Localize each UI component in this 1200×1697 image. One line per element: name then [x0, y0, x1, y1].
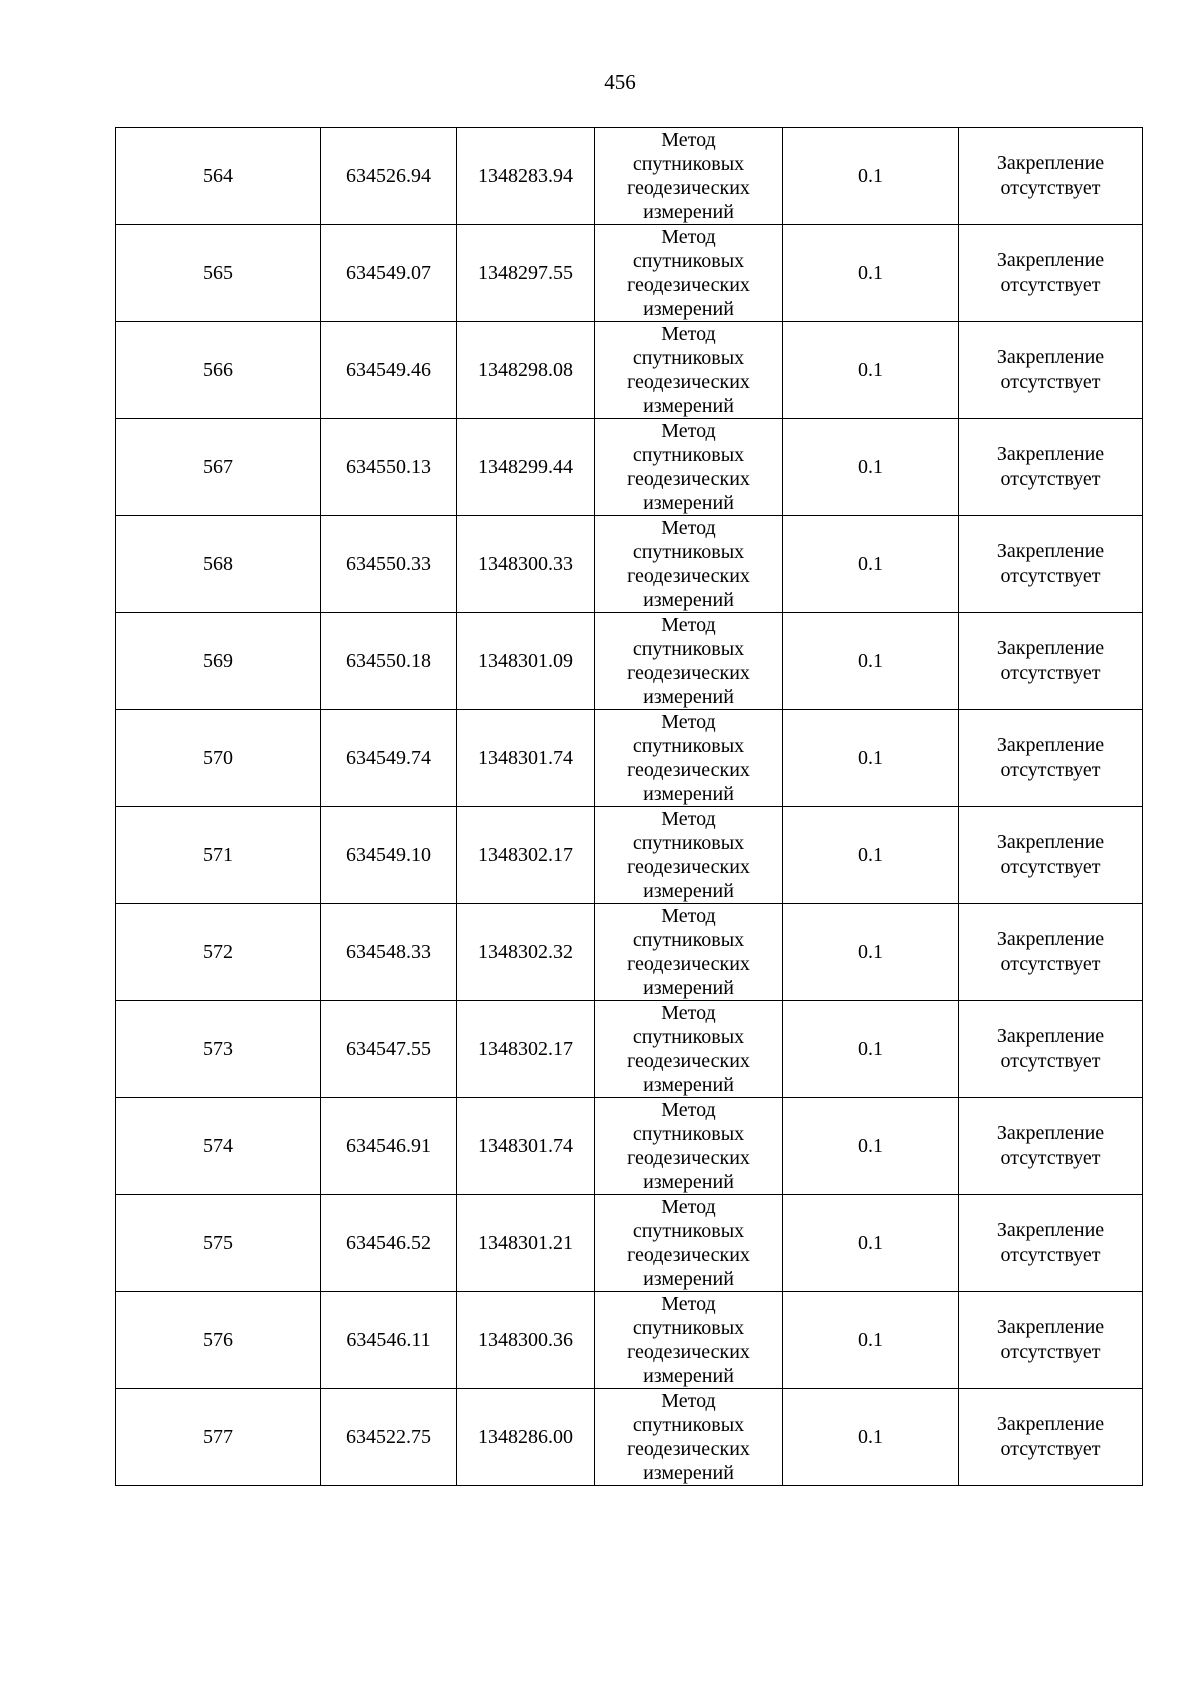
method-line: спутниковых: [632, 1026, 745, 1048]
y-coordinate-cell: 1348302.32: [457, 904, 595, 1001]
point-number-cell: 572: [116, 904, 321, 1001]
x-coordinate-cell: 634546.11: [321, 1292, 457, 1389]
method-line: измерений: [643, 492, 734, 514]
method-cell: [595, 1389, 783, 1486]
method-line: измерений: [643, 1171, 734, 1193]
method-cell: [595, 1292, 783, 1389]
method-cell: [595, 904, 783, 1001]
point-number-cell: 566: [116, 322, 321, 419]
method-line: Метод: [661, 1390, 716, 1412]
point-number-cell: 567: [116, 419, 321, 516]
accuracy-cell: 0.1: [783, 419, 959, 516]
method-cell: [595, 419, 783, 516]
method-line: спутниковых: [632, 638, 745, 660]
method-line: спутниковых: [632, 153, 745, 175]
fixing-cell: [959, 1195, 1143, 1292]
method-line: измерений: [643, 686, 734, 708]
method-line: Метод: [661, 808, 716, 830]
method-line: Метод: [661, 905, 716, 927]
method-line: измерений: [643, 783, 734, 805]
point-number-cell: 564: [116, 128, 321, 225]
accuracy-cell: 0.1: [783, 225, 959, 322]
fixing-line: Закрепление: [996, 1413, 1105, 1435]
x-coordinate-cell: 634550.18: [321, 613, 457, 710]
y-coordinate-cell: 1348301.09: [457, 613, 595, 710]
fixing-line: отсутствует: [1000, 759, 1101, 781]
method-cell: [595, 128, 783, 225]
y-coordinate-cell: 1348283.94: [457, 128, 595, 225]
method-line: измерений: [643, 395, 734, 417]
x-coordinate-cell: 634549.46: [321, 322, 457, 419]
method-line: геодезических: [627, 371, 750, 393]
fixing-line: Закрепление: [996, 1316, 1105, 1338]
fixing-line: Закрепление: [996, 1219, 1105, 1241]
method-line: Метод: [661, 1099, 716, 1121]
x-coordinate-cell: 634549.74: [321, 710, 457, 807]
method-cell: [595, 807, 783, 904]
table-body: [116, 128, 1143, 1486]
y-coordinate-cell: 1348301.21: [457, 1195, 595, 1292]
fixing-line: Закрепление: [996, 734, 1105, 756]
method-line: спутниковых: [632, 1414, 745, 1436]
y-coordinate-cell: 1348298.08: [457, 322, 595, 419]
method-cell: [595, 225, 783, 322]
fixing-line: отсутствует: [1000, 1244, 1101, 1266]
fixing-line: Закрепление: [996, 928, 1105, 950]
method-line: спутниковых: [632, 347, 745, 369]
x-coordinate-cell: 634546.91: [321, 1098, 457, 1195]
method-line: спутниковых: [632, 832, 745, 854]
y-coordinate-cell: 1348301.74: [457, 710, 595, 807]
method-line: спутниковых: [632, 541, 745, 563]
fixing-cell: [959, 128, 1143, 225]
fixing-line: отсутствует: [1000, 856, 1101, 878]
fixing-line: отсутствует: [1000, 1050, 1101, 1072]
fixing-line: отсутствует: [1000, 1438, 1101, 1460]
fixing-line: отсутствует: [1000, 1147, 1101, 1169]
method-cell: [595, 710, 783, 807]
method-line: измерений: [643, 1074, 734, 1096]
method-line: измерений: [643, 201, 734, 223]
method-line: Метод: [661, 129, 716, 151]
accuracy-cell: 0.1: [783, 516, 959, 613]
table-row: [116, 1098, 1143, 1195]
fixing-line: Закрепление: [996, 443, 1105, 465]
method-line: геодезических: [627, 1050, 750, 1072]
x-coordinate-cell: 634549.07: [321, 225, 457, 322]
method-line: геодезических: [627, 856, 750, 878]
fixing-cell: [959, 710, 1143, 807]
fixing-line: Закрепление: [996, 249, 1105, 271]
method-line: Метод: [661, 226, 716, 248]
method-line: геодезических: [627, 1147, 750, 1169]
table-row: [116, 516, 1143, 613]
method-line: спутниковых: [632, 735, 745, 757]
fixing-line: отсутствует: [1000, 1341, 1101, 1363]
point-number-cell: 571: [116, 807, 321, 904]
fixing-cell: [959, 904, 1143, 1001]
y-coordinate-cell: 1348300.33: [457, 516, 595, 613]
table-row: [116, 1195, 1143, 1292]
fixing-cell: [959, 225, 1143, 322]
table-row: [116, 322, 1143, 419]
fixing-line: отсутствует: [1000, 468, 1101, 490]
accuracy-cell: 0.1: [783, 1098, 959, 1195]
fixing-line: отсутствует: [1000, 565, 1101, 587]
table-row: [116, 904, 1143, 1001]
fixing-line: отсутствует: [1000, 953, 1101, 975]
fixing-cell: [959, 613, 1143, 710]
fixing-line: отсутствует: [1000, 274, 1101, 296]
table-row: [116, 710, 1143, 807]
method-line: Метод: [661, 614, 716, 636]
accuracy-cell: 0.1: [783, 904, 959, 1001]
x-coordinate-cell: 634522.75: [321, 1389, 457, 1486]
fixing-line: Закрепление: [996, 346, 1105, 368]
accuracy-cell: 0.1: [783, 613, 959, 710]
method-line: измерений: [643, 298, 734, 320]
method-line: спутниковых: [632, 444, 745, 466]
y-coordinate-cell: 1348302.17: [457, 807, 595, 904]
point-number-cell: 574: [116, 1098, 321, 1195]
method-line: спутниковых: [632, 250, 745, 272]
fixing-line: отсутствует: [1000, 177, 1101, 199]
fixing-line: отсутствует: [1000, 662, 1101, 684]
table-row: [116, 807, 1143, 904]
method-line: измерений: [643, 880, 734, 902]
fixing-cell: [959, 1001, 1143, 1098]
page-number: 456: [604, 70, 636, 94]
x-coordinate-cell: 634549.10: [321, 807, 457, 904]
accuracy-cell: 0.1: [783, 807, 959, 904]
fixing-line: отсутствует: [1000, 371, 1101, 393]
method-line: геодезических: [627, 953, 750, 975]
table-row: [116, 1292, 1143, 1389]
table-row: [116, 419, 1143, 516]
method-line: Метод: [661, 1002, 716, 1024]
accuracy-cell: 0.1: [783, 1001, 959, 1098]
method-line: геодезических: [627, 1341, 750, 1363]
y-coordinate-cell: 1348297.55: [457, 225, 595, 322]
y-coordinate-cell: 1348300.36: [457, 1292, 595, 1389]
method-line: Метод: [661, 711, 716, 733]
fixing-cell: [959, 516, 1143, 613]
table-row: [116, 1001, 1143, 1098]
method-line: геодезических: [627, 759, 750, 781]
point-number-cell: 575: [116, 1195, 321, 1292]
fixing-line: Закрепление: [996, 540, 1105, 562]
accuracy-cell: 0.1: [783, 1195, 959, 1292]
method-line: геодезических: [627, 662, 750, 684]
y-coordinate-cell: 1348299.44: [457, 419, 595, 516]
accuracy-cell: 0.1: [783, 322, 959, 419]
method-line: Метод: [661, 1196, 716, 1218]
method-line: измерений: [643, 1268, 734, 1290]
point-number-cell: 569: [116, 613, 321, 710]
point-number-cell: 573: [116, 1001, 321, 1098]
method-line: измерений: [643, 589, 734, 611]
accuracy-cell: 0.1: [783, 1389, 959, 1486]
x-coordinate-cell: 634548.33: [321, 904, 457, 1001]
table-row: [116, 225, 1143, 322]
point-number-cell: 576: [116, 1292, 321, 1389]
x-coordinate-cell: 634550.13: [321, 419, 457, 516]
fixing-cell: [959, 1389, 1143, 1486]
y-coordinate-cell: 1348286.00: [457, 1389, 595, 1486]
method-line: Метод: [661, 323, 716, 345]
fixing-line: Закрепление: [996, 637, 1105, 659]
accuracy-cell: 0.1: [783, 1292, 959, 1389]
fixing-cell: [959, 807, 1143, 904]
point-number-cell: 570: [116, 710, 321, 807]
method-line: геодезических: [627, 274, 750, 296]
x-coordinate-cell: 634526.94: [321, 128, 457, 225]
accuracy-cell: 0.1: [783, 710, 959, 807]
method-line: Метод: [661, 517, 716, 539]
method-cell: [595, 322, 783, 419]
method-line: измерений: [643, 1365, 734, 1387]
method-line: геодезических: [627, 1438, 750, 1460]
method-line: геодезических: [627, 565, 750, 587]
y-coordinate-cell: 1348301.74: [457, 1098, 595, 1195]
table-row: [116, 1389, 1143, 1486]
point-number-cell: 568: [116, 516, 321, 613]
method-line: Метод: [661, 1293, 716, 1315]
method-cell: [595, 1195, 783, 1292]
method-line: спутниковых: [632, 1123, 745, 1145]
accuracy-cell: 0.1: [783, 128, 959, 225]
fixing-line: Закрепление: [996, 1025, 1105, 1047]
point-number-cell: 565: [116, 225, 321, 322]
coordinates-table: [115, 127, 1143, 1486]
method-line: спутниковых: [632, 1317, 745, 1339]
fixing-cell: [959, 1098, 1143, 1195]
fixing-line: Закрепление: [996, 1122, 1105, 1144]
method-cell: [595, 1098, 783, 1195]
x-coordinate-cell: 634546.52: [321, 1195, 457, 1292]
method-line: спутниковых: [632, 929, 745, 951]
table-row: [116, 613, 1143, 710]
fixing-line: Закрепление: [996, 152, 1105, 174]
fixing-cell: [959, 1292, 1143, 1389]
method-line: геодезических: [627, 177, 750, 199]
fixing-line: Закрепление: [996, 831, 1105, 853]
method-cell: [595, 1001, 783, 1098]
table-row: [116, 128, 1143, 225]
x-coordinate-cell: 634547.55: [321, 1001, 457, 1098]
method-line: Метод: [661, 420, 716, 442]
method-cell: [595, 516, 783, 613]
method-line: измерений: [643, 1462, 734, 1484]
y-coordinate-cell: 1348302.17: [457, 1001, 595, 1098]
method-line: спутниковых: [632, 1220, 745, 1242]
point-number-cell: 577: [116, 1389, 321, 1486]
x-coordinate-cell: 634550.33: [321, 516, 457, 613]
fixing-cell: [959, 322, 1143, 419]
method-line: измерений: [643, 977, 734, 999]
method-cell: [595, 613, 783, 710]
method-line: геодезических: [627, 468, 750, 490]
method-line: геодезических: [627, 1244, 750, 1266]
fixing-cell: [959, 419, 1143, 516]
